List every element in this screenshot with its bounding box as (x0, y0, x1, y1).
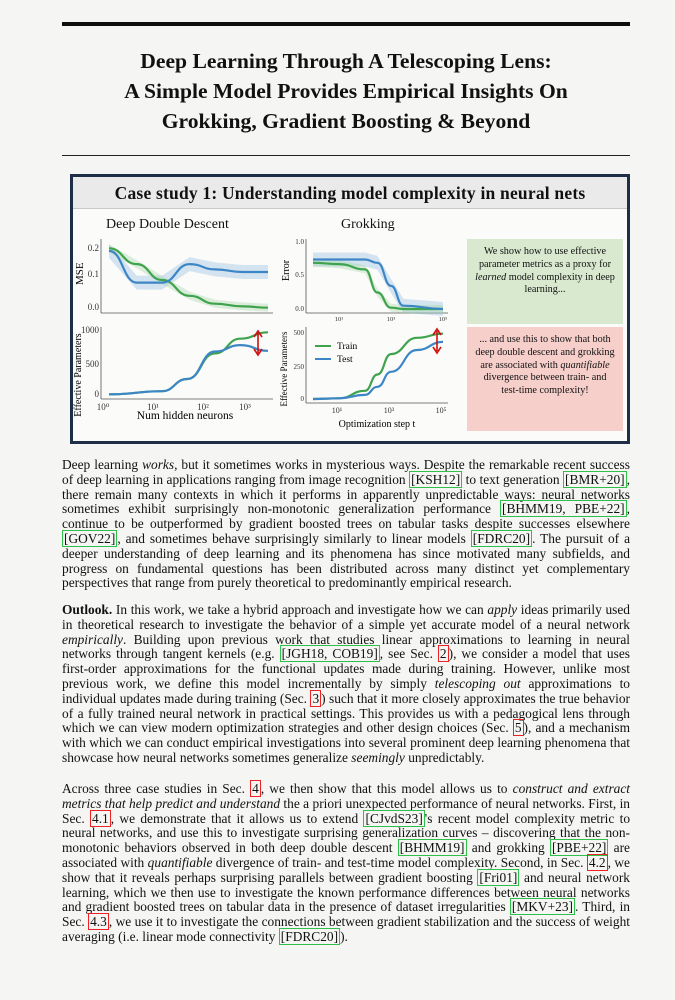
text: ) such that it more closely approximates the true behavior of a fully trained neural network in practical settings. This provides us with a pedagogical lens through which we can view modern optimization strategies and other design choices (Sec. (62, 690, 630, 736)
paragraph-heading: Outlook. (62, 602, 113, 617)
section-link[interactable]: 4 (252, 781, 259, 796)
emph: empirically (62, 631, 123, 647)
x-tick-label: 10² (197, 402, 209, 412)
plot-title-grokking: Grokking (341, 217, 395, 232)
plot-effparams-right (279, 327, 448, 430)
text: approximations to individual updates made during training (Sec. (62, 675, 631, 706)
effparams-left-train-line (109, 332, 268, 394)
text: and grokking (466, 840, 550, 856)
legend-test-label: Test (337, 355, 353, 365)
y-tick-label: 0.1 (87, 269, 99, 279)
y-tick-label: 0.0 (87, 302, 99, 312)
y-tick-label: 500 (293, 329, 304, 337)
x-tick-label: 10¹ (334, 316, 344, 323)
citation-link[interactable]: [BHMM19, PBE+22] (502, 501, 625, 517)
paragraph-intro (62, 458, 630, 591)
title-line-3: Grokking, Gradient Boosting & Beyond (161, 109, 531, 133)
x-tick-label: 10¹ (331, 406, 343, 415)
text: the a priori unexpected performance of neural networks. First, in Sec. (62, 795, 630, 826)
text: , we use it to investigate the connections between gradient stabilization and the success of weight averaging (i.e. linear mode connectivity (62, 914, 631, 944)
text: In this work, we take a hybrid approach and investigate how we can (112, 602, 488, 617)
x-tick-label: 10¹ (147, 402, 159, 412)
section-link[interactable]: 4.1 (92, 810, 109, 826)
emph: quantifiable (147, 854, 213, 870)
x-tick-label: 10⁰ (96, 402, 110, 412)
emph: seemingly (351, 749, 405, 765)
text: , we then show that this model allows us to (260, 781, 513, 796)
text: , we demonstrate that it allows us to extend (110, 810, 364, 826)
text: , and sometimes behave surprisingly similarly to linear models (117, 530, 471, 546)
paper-title (62, 46, 630, 136)
citation-link[interactable]: [FDRC20] (472, 530, 531, 546)
text: Deep learning (62, 457, 143, 472)
note-red (467, 327, 623, 431)
y-tick-label: 1.0 (295, 238, 304, 246)
citation-link[interactable]: [BMR+20] (564, 471, 625, 487)
case-study-figure (70, 174, 630, 444)
y-tick-label: 1000 (81, 325, 99, 335)
plot-mse (74, 239, 273, 313)
text: and neural network learning, which we then use to investigate the known performance differences between neural networks and gradient boosted trees on tabular data in the presence of dataset irregularities (62, 869, 630, 915)
text: , there remain many contexts in which it performs in apparently unpredictable ways: neural networks sometimes exhibit surprisingly non-monotonic generalization performance (62, 471, 630, 517)
emph: construct and extract metrics that help predict and understand (62, 781, 631, 811)
x-tick-label: 10⁵ (438, 316, 448, 323)
ylabel-error: Error (281, 259, 292, 281)
effparams-right-train-line (313, 334, 443, 399)
text: ), and a mechanism with which we can conduct empirical investigations into several prominent deep learning phenomena that showcase how neural networks sometimes generalize (62, 720, 630, 765)
text: to text generation (462, 471, 563, 487)
emph: works (142, 457, 175, 472)
text: , but it sometimes works in mysterious ways. Despite the remarkable recent success of deep learning in applications ranging from image recognition (62, 457, 630, 487)
section-link[interactable]: 2 (439, 646, 447, 662)
citation-link[interactable]: [JGH18, COB19] (281, 646, 378, 662)
title-line-2: A Simple Model Provides Empirical Insights On (124, 79, 568, 103)
text: ideas primarily used in theoretical research to investigate the behavior of a simple yet accurate model of a neural network (62, 602, 630, 632)
ylabel-effparams-left: Effective Parameters (73, 333, 84, 417)
paragraph-case-studies (62, 782, 630, 945)
y-tick-label: 500 (85, 359, 99, 369)
text: , we show that it reveals perhaps surprising parallels between gradient boosting (62, 854, 631, 885)
plot-effparams-left (73, 325, 273, 422)
text: , continue to be outperformed by gradient boosted trees on tabular tasks despite successes elsewhere (62, 501, 630, 532)
x-tick-label: 10⁵ (435, 406, 447, 415)
citation-link[interactable]: [BHMM19] (399, 840, 465, 856)
note-green-emph: learned (475, 271, 507, 283)
text: are associated with (62, 840, 630, 870)
x-tick-label: 10³ (239, 402, 251, 412)
text: . Building upon previous work that studies linear approximations to learning in neural networks through tangent kernels (e.g. (62, 631, 630, 662)
title-rule (62, 155, 630, 156)
ylabel-effparams-right: Effective Parameters (279, 331, 289, 407)
y-tick-label: 0.5 (295, 271, 304, 279)
text: 's recent model complexity metric to neural networks, and use this to investigate surprising generalization curves – discovering that the non-monotonic behaviors observed in both deep double descent (62, 810, 631, 856)
text: unpredictably. (404, 749, 485, 765)
citation-link[interactable]: [Fri01] (479, 869, 518, 885)
plot-error (281, 238, 448, 323)
case-study-header: Case study 1: Understanding model complexity in neural nets (73, 177, 627, 209)
text: divergence of train- and test-time model complexity. Second, in Sec. (212, 854, 587, 870)
top-rule (62, 22, 630, 26)
y-tick-label: 0.0 (295, 305, 304, 313)
citation-link[interactable]: [GOV22] (64, 530, 116, 546)
text: . Third, in Sec. (62, 899, 630, 930)
ylabel-mse: MSE (74, 262, 86, 285)
citation-link[interactable]: [MKV+23] (511, 899, 573, 915)
note-green-text-2: model complexity in deep learning... (506, 271, 615, 296)
section-link[interactable]: 4.2 (588, 854, 606, 870)
emph: apply (487, 602, 518, 617)
plot-title-double-descent: Deep Double Descent (106, 217, 229, 232)
x-tick-label: 10³ (383, 406, 395, 415)
text: ). (340, 928, 348, 944)
text: ), we consider a model that uses first-order approximations for the functional updates made during training. However, unlike most previous work, we define this model incrementally by simply (62, 646, 630, 691)
x-tick-label: 10³ (386, 316, 396, 323)
section-link[interactable]: 5 (514, 720, 522, 736)
effparams-left-test-line (109, 345, 268, 394)
y-tick-label: 250 (293, 363, 304, 371)
citation-link[interactable]: [FDRC20] (280, 928, 339, 944)
xlabel-hidden-neurons: Num hidden neurons (136, 410, 234, 422)
section-link[interactable]: 3 (312, 690, 320, 706)
paragraph-outlook (62, 603, 630, 766)
legend-train-label: Train (337, 342, 358, 352)
section-link[interactable]: 4.3 (90, 914, 107, 930)
note-red-text-2: divergence between train- and test-time complexity! (483, 372, 607, 397)
y-tick-label: 0 (300, 395, 304, 403)
citation-link[interactable]: [KSH12] (411, 471, 461, 487)
xlabel-optimization-step: Optimization step t (338, 419, 416, 430)
note-red-text-1: ... and use this to show that both deep double descent and grokking are associated with (475, 334, 615, 371)
text: Across three case studies in Sec. (62, 781, 251, 796)
citation-link[interactable]: [PBE+22] (551, 840, 607, 856)
citation-link[interactable]: [CJvdS23] (365, 810, 423, 826)
y-tick-label: 0 (94, 389, 99, 399)
effparams-right-test-line (313, 342, 443, 399)
emph: telescoping out (434, 675, 521, 691)
text: . The pursuit of a deeper understanding of deep learning and its phenomena has since motivated many subfields, and progress on fundamental questions has been distributed across many distinct yet complementary perspectives that range from purely theoretical to predominantly empirical research. (62, 530, 631, 591)
title-line-1: Deep Learning Through A Telescoping Lens: (140, 49, 552, 73)
note-green-text-1: We show how to use effective parameter metrics as a proxy for (478, 246, 612, 270)
note-red-emph: quantifiable (560, 359, 610, 371)
text: , see Sec. (379, 646, 438, 662)
note-green (467, 239, 623, 324)
y-tick-label: 0.2 (87, 243, 99, 253)
